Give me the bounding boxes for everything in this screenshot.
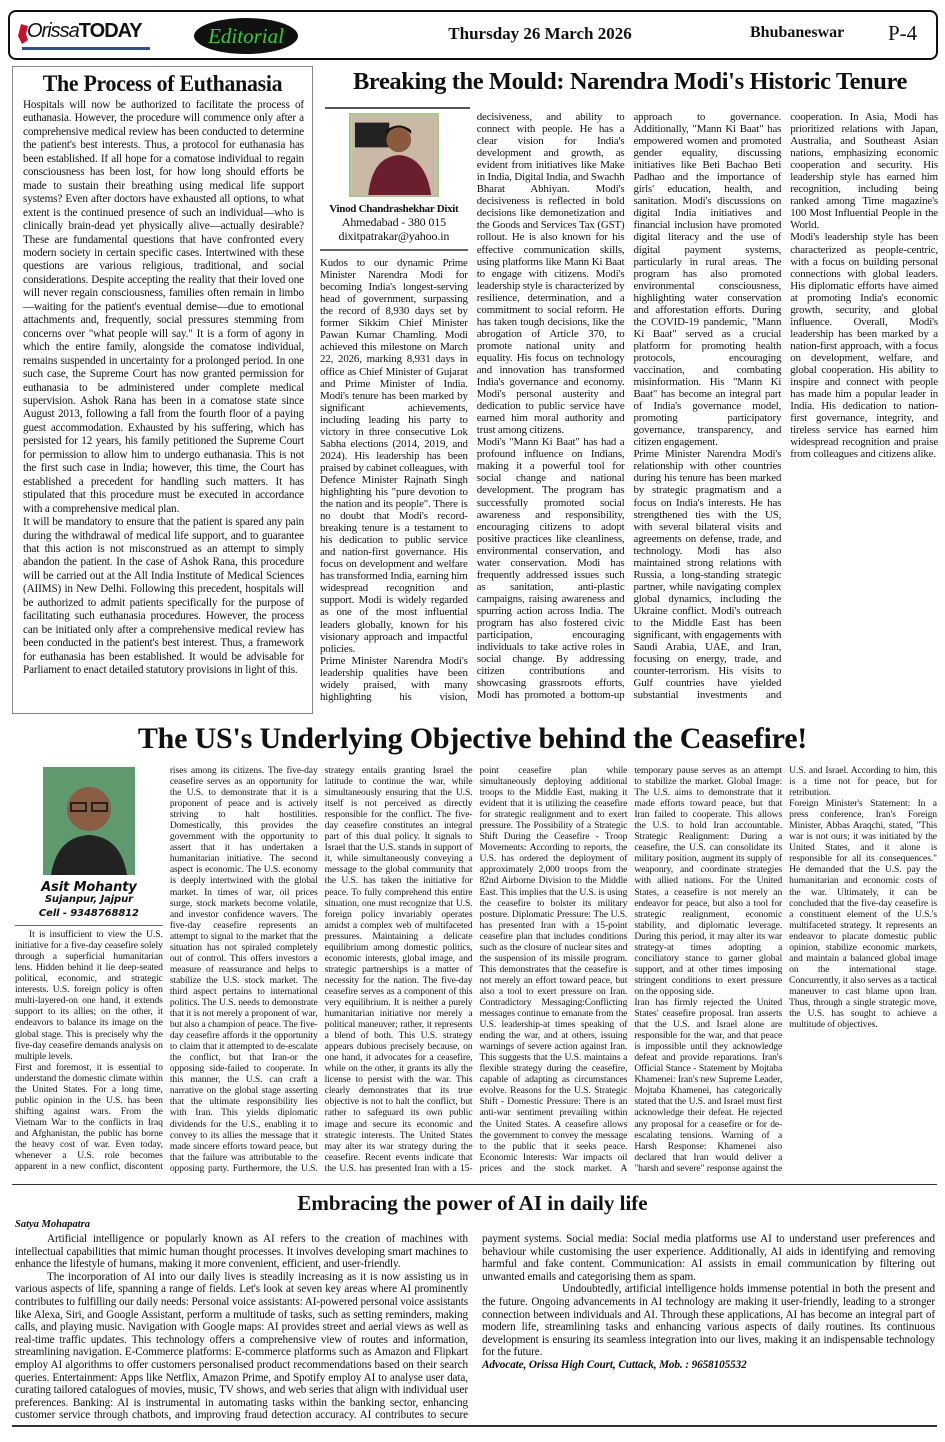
paragraph: Modi's "Mann Ki Baat" has had a profound influence on Indians, making it a powerful tool for social change and national development. The program has successfully promoted social awareness and responsibility, encouraging citizens to adopt positive practices like cleanliness, environmental conservation, and water conservation. Modi has frequently addressed issues such as sanitation, anti-plastic campaigns, raising awareness and spurring action across India. The program has also fostered civic participation, encouraging individuals to take active roles in social change. By addressing citizen contributions and showcasing grassroots efforts, Modi has promoted a bottom-up approach to governance. Additionally, "Mann Ki Baat" has empowered women and promoted gender equality, discussing initiatives like Beti Bachao Beti Padhao and the importance of girls' education, health, and sanitation. Modi's discussions on digital India initiatives and financial inclusion have promoted digital literacy and the use of digital payment systems, particularly in rural areas. The program has also promoted environmental consciousness, highlighting water conservation and afforestation efforts. During the COVID-19 pandemic, "Mann Ki Baat" served as a crucial platform for promoting health protocols, encouraging vaccination, and combating misinformation. His "Mann Ki Baat" has become an integral part of India's governance model, promoting participatory governance, transparency, and citizen engagement. bbox=[476, 111, 782, 702]
paragraph: Modi's leadership style has been characterized as people-centric, with a focus on building personal connections with global leaders. His diplomatic efforts have aimed at promoting India's economic growth, security, and global influence. Overall, Modi's leadership has been marked by a nation-first approach, with a focus on development, welfare, and global cooperation. His ability to inspire and connect with people has made him a popular leader in India. His dedication to nation-first governance, integrity, and tireless service has earned him widespread recognition and praise from colleagues and citizens alike. bbox=[790, 231, 938, 461]
paragraph: Artificial intelligence or popularly known as AI refers to the creation of machines with intellectual capabilities that mimic human thought processes. It involves developing smart machines to enhance the lifestyle of humans, making it more convenient, efficient, and user-friendly. bbox=[15, 1233, 468, 1271]
newspaper-logo[interactable] bbox=[18, 20, 153, 52]
logo-underline bbox=[22, 47, 150, 50]
author-name: Vinod Chandrashekhar Dixit bbox=[329, 203, 459, 216]
author-byline bbox=[320, 111, 468, 251]
paragraph: Foreign Minister's Statement: In a press conference, Iran's Foreign Minister, Abbas Araqchi, stated, "This war is not ours; it was initiated by the United States, and it alone is responsible for all its consequences." He demanded that the U.S. pay the humanitarian and economic costs of the war. Ultimately, it can be concluded that the five-day ceasefire is a constituent element of the U.S.'s multifaceted strategy. It represents an endeavor to placate domestic public opinion, stabilize economic markets, and maintain a balanced global image on the international stage. Concurrently, it also serves as a tactical maneuver to cast blame upon Iran. Thus, through a single strategic move, the U.S. has sought to achieve a multitude of objectives. bbox=[789, 798, 937, 1031]
paragraph: Prime Minister Narendra Modi's leadership qualities have been widely praised, with many highlighting his vision, decisiveness, and ability to connect with people. He has a clear vision for India's development and growth, as evident from initiatives like Make in India, Digital India, and Swachh Bharat Abhiyan. Modi's decisiveness is reflected in bold decisions like demonetization and the Goods and Services Tax (GST) rollout. He is also known for his effective communication skills, using platforms like Mann Ki Baat to engage with citizens. Modi's leadership style is characterized by resilience, determination, and a commitment to social reform. He has taken tough decisions, like the abrogation of Article 370, to promote national unity and equality. His focus on technology and innovation has transformed India's governance and economy. Modi's personal austerity and dedication to public service have earned him moral authority and trust among citizens. bbox=[320, 111, 625, 703]
paragraph: Kudos to our dynamic Prime Minister Narendra Modi for becoming India's longest-serving head of government, surpassing the record of 8,930 days set by former Sikkim Chief Minister Pawan Kumar Chamling. Modi achieved this milestone on March 22, 2026, marking 8,931 days in office as Chief Minister of Gujarat and Prime Minister of India. Modi's tenure has been marked by significant achievements, including leading his party to victory in three consecutive Lok Sabha elections (2014, 2019, and 2024). His leadership has been praised by cabinet colleagues, with Defence Minister Rajnath Singh highlighting his "pure devotion to the nation and its people". There is no doubt that Modi's record-breaking tenure is a testament to his dedication to public service and nation-first governance. His focus on development and welfare has transformed India, earning him widespread recognition and support. Modi is widely regarded as one of the most influential leaders globally, known for his visionary approach and impactful policies. bbox=[320, 257, 468, 655]
divider bbox=[12, 1184, 937, 1185]
divider bbox=[12, 1425, 937, 1427]
article-title-ceasefire: The US's Underlying Objective behind the Ceasefire! bbox=[137, 722, 808, 755]
author-location: Ahmedabad - 380 015 bbox=[341, 215, 446, 230]
author-email[interactable]: dixitpatrakar@yahoo.in bbox=[338, 229, 450, 244]
author-signature: Advocate, Orissa High Court, Cuttack, Mob. : 9658105532 bbox=[482, 1358, 747, 1371]
article-title: The Process of Euthanasia bbox=[42, 71, 283, 96]
page-number: P-4 bbox=[888, 21, 918, 45]
masthead bbox=[8, 10, 938, 60]
paragraph: Undoubtedly, artificial intelligence holds immense potential in both the present and the future. Ongoing advancements in AI technology are making it user-friendly, leading to a stronger connection between individuals and AI. Through these applications, AI has become an integral part of modern life, streamlining tasks and enhancing various aspects of daily routines. Its continuous development is ensuring its seamless integration into our lives, making it an indispensable technology for the future. bbox=[482, 1283, 935, 1359]
article-title-ai: Embracing the power of AI in daily life bbox=[297, 1191, 648, 1215]
paragraph: It will be mandatory to ensure that the patient is spared any pain during the withdrawal of medical life support, and to guarantee that this action is not misconstrued as an attempt to simply abandon the patient. In the case of Ashok Rana, this procedure will be carried out at the All India Institute of Medical Sciences (AIIMS) in New Delhi. Following this precedent, hospitals will be authorized to admit patients specifically for the purpose of facilitating such euthanasia procedures. However, the process can be initiated only after a comprehensive medical review has been conducted in the patient's best interest. Thus, a framework for euthanasia has been established. It would be advisable for Parliament to enact detailed statutory provisions in light of this. bbox=[23, 516, 304, 677]
author-name: Satya Mohapatra bbox=[15, 1219, 90, 1230]
paragraph: First and foremost, it is essential to understand the domestic climate within the United States. For a long time, public opinion in the U.S. has been shifting against wars. From the Vietnam War to the conflicts in Iraq and Afghanistan, the public has borne the heavy cost of war. Even today, whenever a U.S. role becomes apparent in a new conflict, discontent rises among its citizens. The five-day ceasefire serves as an opportunity for the U.S. to demonstrate that it is a proponent of peace and is actively striving to halt hostilities. Domestically, this provides the government with the opportunity to assert that it has undertaken a humanitarian initiative. The second aspect is economic. The U.S. economy is deeply intertwined with the global market. In times of war, oil prices surge, stock markets become volatile, and investor confidence wavers. The five-day ceasefire represents an attempt to signal to the market that the situation has not spiraled completely out of control. This offers investors a measure of reassurance and helps to stabilize the U.S. stock market. The third aspect pertains to international politics. The U.S. needs to demonstrate that it is not merely a proponent of war, but also a champion of peace. The five-day ceasefire affords it the opportunity to claim that it attempted to de-escalate the conflict, but that Iran-or the opposing side-failed to cooperate. In this manner, the U.S. can craft a narrative on the global stage asserting that the ultimate responsibility lies with Iran. This yields diplomatic dividends for the U.S., enabling it to convey to its allies the message that it made sincere efforts toward peace, but that the failure was attributable to the opposing party. Furthermore, the U.S. strategy entails granting Israel the latitude to continue the war, while simultaneously ensuring that the U.S. itself is not perceived as directly responsible for the conflict. The five-day ceasefire constitutes an integral part of this dual policy. It signals to Israel that the U.S. stands in support of it, while simultaneously conveying a message to the global community that the U.S. has taken the initiative for peace. To fully comprehend this entire situation, one must recognize that U.S. foreign policy invariably operates amidst a complex web of multifaceted pressures. Maintaining a delicate equilibrium among domestic politics, economic interests, global image, and strategic partnerships is a matter of necessity for the nation. The five-day ceasefire serves as a component of this very equilibrium. It is neither a purely humanitarian initiative nor merely a political maneuver; rather, it represents a blend of both. This U.S. strategy appears dubious precisely because, on one hand, it advocates for a ceasefire, while on the other, it grants its ally the license to persist with the war. This clearly demonstrates that its true objective is not to halt the conflict, but rather to safeguard its own public image and secure its economic and strategic interests. The United States may alter its war strategy during the ceasefire. Recent events indicate that the U.S. has presented Iran with a 15-point ceasefire plan while simultaneously deploying additional troops to the Middle East, making it evident that it is utilizing the ceasefire for strategic realignment and to exert pressure. The Possibility of a Strategic Shift During the Ceasefire - Troop Movements: According to reports, the U.S. has ordered the deployment of approximately 2,000 troops from the 82nd Airborne Division to the Middle East. This implies that the U.S. is using the ceasefire to bolster its military posture. Diplomatic Pressure: The U.S. has presented Iran with a 15-point ceasefire plan that includes conditions such as the closure of nuclear sites and the suspension of its missile program. This demonstrates that the ceasefire is not merely an effort toward peace, but also a tool to exert pressure on Iran. Contradictory Messaging:Conflicting messages continue to emanate from the U.S. leadership-at times speaking of ending the war, and at others, issuing warnings of severe action against Iran. This suggests that the U.S. maintains a flexible strategy during the ceasefire, capable of adapting as circumstances evolve. Reasons for the U.S. Strategic Shift - Domestic Pressure: There is an anti-war sentiment prevailing within the United States. A ceasefire allows the government to convey the message to the public that it seeks peace. Economic Interests: War impacts oil prices and the stock market. A temporary pause serves as an attempt to stabilize the market. Global Image: The U.S. aims to demonstrate that it made efforts toward peace, but that Iran failed to cooperate. This allows the U.S. to hold Iran accountable. Strategic Realignment: During a ceasefire, the U.S. can consolidate its military position, augment its supply of weaponry, and coordinate strategies with allied nations. For the United States, a ceasefire is not merely an endeavor for peace, but also a tool for strategic realignment, economic stability, and diplomatic leverage. During this period, it may alter its war strategy-at times adopting a conciliatory stance to garner global support, and at other times imposing stringent conditions to exert pressure on the opposing side. bbox=[15, 765, 783, 1174]
divider bbox=[325, 107, 470, 109]
paragraph: Hospitals will now be authorized to facilitate the process of euthanasia. However, the procedure will commence only after a comprehensive medical review has been conducted to determine the patient's best interests. Thus, a protocol for euthanasia has been established. If all hope for a comatose individual to regain consciousness has been lost, for how long should efforts be made to sustain their breathing using medical life support systems? Even after doctors have exhausted all options, to what extent is the continued presence of such an individual—who is clinically brain-dead yet physically alive—actually desirable? These are fundamental questions that have confronted every modern society in certain specific cases. Intertwined with these questions are various religious, traditional, and social considerations. Despite accepting the reality that their loved one will never regain consciousness, families often remain in limbo—waiting for the patient's eventual demise—due to emotional attachments and, frequently, social pressures stemming from concerns over "what people will say." It is a form of agony in which the entire family, alongside the comatose individual, remains suspended in uncertainty for a prolonged period. In one such case, the Supreme Court has now granted permission for euthanasia to be administered under complete medical supervision. Ashok Rana has been in a comatose state since August 2013, following a fall from the fourth floor of a paying guest accommodation. Exhausted by his suffering, which has persisted for 12 years, his family petitioned the Supreme Court for permission to allow him to undergo euthanasia. This is not the first such case in India; however, this time, the Court has established a precedent for handling such matters. It has stipulated that this procedure must be executed in accordance with a comprehensive medical plan. bbox=[23, 99, 304, 515]
article-ai bbox=[15, 1233, 935, 1423]
paragraph: Prime Minister Narendra Modi's relationship with other countries during his tenure has been marked by strategic pragmatism and a focus on India's interests. He has strengthened ties with the US, with several bilateral visits and agreements on defense, trade, and technology. Modi has also maintained strong relations with Russia, a long-standing strategic partner, while navigating complex global dynamics, including the Ukraine conflict. Modi's outreach to the Middle East has been significant, with engagements with Saudi Arabia, UAE, and Iran, focusing on energy, trade, and counter-terrorism. His visits to Gulf countries have yielded substantial investments and cooperation. In Asia, Modi has prioritized relations with Japan, Australia, and Southeast Asian nations, emphasizing economic cooperation and security. His leadership style has earned him recognition, including being ranked among Time magazine's 100 Most Influential People in the World. bbox=[633, 111, 938, 702]
author-photo bbox=[349, 113, 439, 197]
divider bbox=[320, 249, 468, 251]
author-name: Asit Mohanty bbox=[41, 880, 137, 896]
author-photo bbox=[43, 767, 135, 875]
paragraph: Iran has firmly rejected the United States' ceasefire proposal. Iran asserts that the U.S. and Israel alone are responsible for the war, and that peace is impossible until they acknowledge defeat and provide reparations. Iran's Official Stance - Statement by Mojtaba Khamenei: Iran's new Supreme Leader, Mojtaba Khamenei, has categorically stated that the U.S. and Israel must first acknowledge their defeat. He rejected any proposal for a ceasefire or for de-escalating tensions. Warning of a Harsh Response: Khamenei also declared that Iran would deliver a "harsh and severe" response against the U.S. and Israel. According to him, this is a time not for peace, but for retribution. bbox=[634, 765, 937, 1174]
section-badge: Editorial bbox=[194, 18, 298, 54]
author-phone: Cell - 9348768812 bbox=[38, 908, 139, 920]
edition-city: Bhubaneswar bbox=[750, 24, 845, 41]
divider bbox=[15, 925, 163, 926]
article-body bbox=[13, 97, 312, 677]
logo-text-orissa: Orissa bbox=[27, 20, 79, 42]
article-euthanasia bbox=[12, 66, 313, 714]
issue-date: Thursday 26 March 2026 bbox=[448, 24, 632, 43]
author-location: Sujanpur, Jajpur bbox=[44, 894, 133, 906]
logo-text-today: TODAY bbox=[78, 20, 142, 42]
article-ceasefire bbox=[15, 765, 937, 1177]
author-byline bbox=[15, 765, 163, 926]
paragraph: It is insufficient to view the U.S. initiative for a five-day ceasefire solely through a superficial humanitarian lens. Hidden behind it lie deep-seated political, economic, and strategic interests. U.S. foreign policy is often multi-layered-on one hand, it extends support to its allies; on the other, it endeavors to balance its image on the global stage. This is precisely why the five-day ceasefire demands analysis on multiple levels. bbox=[15, 929, 163, 1062]
article-modi bbox=[320, 111, 938, 711]
paragraph: The incorporation of AI into our daily lives is steadily increasing as it is now assisting us in various aspects of life, spanning a range of fields. Let's look at seven key areas where AI prominently contributes to fulfilling our daily needs: Personal voice assistants: AI-powered personal voice assistants like Alexa, Siri, and Google Assistant, perform a multitude of tasks, such as setting reminders, making calls, and playing music. Navigation with Google maps: AI provides street and aerial views as well as real-time traffic updates. This technology offers a comprehensive view of routes and information, streamlining navigation. E-Commerce platforms: E-commerce platforms such as Amazon and Flipkart employ AI algorithms to offer customers personalised product recommendations based on their search queries. Entertainment: Apps like Netflix, Amazon Prime, and Spotify employ AI to analyse user data, curating tailored catalogues of movies, music, TV shows, and web series that align with individual user preferences. Banking: AI is instrumental in automating tasks within the banking sector, enhancing customer service through chatbots, and improving fraud detection accuracy. AI contributes to secure payment systems. Social media: Social media platforms use AI to understand user preferences and behaviour while customising the user experience. Additionally, AI aids in identifying and removing harmful and fake content. Communication: AI assists in email communication by filtering out unwanted emails and categorising them as spam. bbox=[15, 1233, 935, 1422]
article-title-modi: Breaking the Mould: Narendra Modi's Historic Tenure bbox=[352, 68, 908, 95]
